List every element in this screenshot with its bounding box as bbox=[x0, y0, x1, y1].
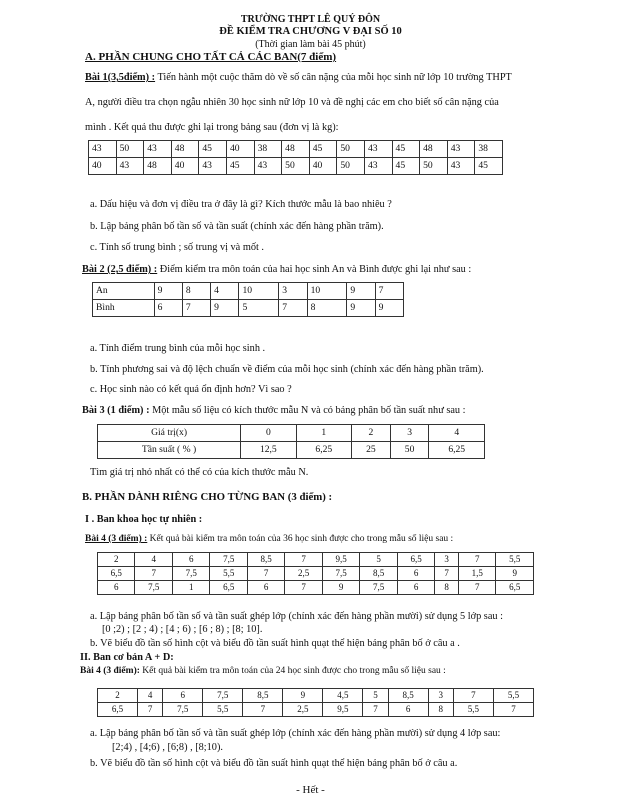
table-cell: 40 bbox=[171, 158, 199, 175]
table-cell: 50 bbox=[390, 442, 429, 459]
table-row bbox=[98, 581, 534, 595]
table-cell: 7 bbox=[243, 703, 283, 717]
table-cell: 6 bbox=[163, 689, 203, 703]
table-cell: 7 bbox=[363, 703, 388, 717]
table-cell: 9 bbox=[283, 689, 323, 703]
table-cell: 6,5 bbox=[496, 581, 534, 595]
table-cell: 40 bbox=[309, 158, 337, 175]
q2-part-c: c. Học sinh nào có kết quả ổn định hơn? Vì sao ? bbox=[90, 384, 292, 395]
table-cell: 50 bbox=[420, 158, 448, 175]
table-row bbox=[98, 442, 485, 459]
table-cell: 6,5 bbox=[397, 553, 434, 567]
table-cell: 5,5 bbox=[493, 689, 533, 703]
table-cell: 3 bbox=[428, 689, 453, 703]
table-cell: 3 bbox=[435, 553, 459, 567]
q4b-classes: [2;4) , [4;6) , [6;8) , [8;10). bbox=[112, 742, 223, 753]
q4a-part-b: b. Vẽ biểu đồ tần số hình cột và biểu đồ tần suất hình quạt thể hiện bảng phân bố ở câu a . bbox=[90, 638, 460, 649]
table-cell: 50 bbox=[337, 158, 365, 175]
table-cell: 48 bbox=[282, 141, 310, 158]
table-cell: 4 bbox=[211, 283, 239, 300]
table-cell: 6,25 bbox=[296, 442, 351, 459]
q1-line1: Bài 1(3,5điểm) : Tiến hành một cuộc thăm dò về số cân nặng của mỗi học sinh nữ lớp 10 trường THPT bbox=[85, 72, 512, 83]
table-cell: 6 bbox=[397, 567, 434, 581]
table-cell: 9 bbox=[496, 567, 534, 581]
table-cell: 5 bbox=[360, 553, 397, 567]
table-cell: 7 bbox=[458, 581, 495, 595]
table-cell: 43 bbox=[254, 158, 282, 175]
table-cell: 43 bbox=[144, 141, 172, 158]
table-cell: 9 bbox=[347, 300, 375, 317]
q1-data-table bbox=[88, 140, 503, 175]
table-cell: 45 bbox=[392, 141, 420, 158]
table-cell: 6,5 bbox=[98, 567, 135, 581]
table-row bbox=[89, 158, 503, 175]
table-cell: 5,5 bbox=[203, 703, 243, 717]
table-cell: 45 bbox=[226, 158, 254, 175]
table-cell: 8,5 bbox=[360, 567, 397, 581]
table-cell: Tần suất ( % ) bbox=[98, 442, 241, 459]
end-marker: - Hết - bbox=[296, 784, 325, 796]
table-cell: 7 bbox=[435, 567, 459, 581]
q4b-part-a: a. Lập bảng phân bố tần số và tần suất ghép lớp (chính xác đến hàng phần mười) sử dụng 4 lớp sau: bbox=[90, 728, 501, 739]
table-row bbox=[89, 141, 503, 158]
table-cell: 5,5 bbox=[496, 553, 534, 567]
section-a-heading: A. PHẦN CHUNG CHO TẤT CẢ CÁC BAN(7 điểm) bbox=[85, 51, 337, 63]
q3-intro: Bài 3 (1 điểm) : Một mẫu số liệu có kích thước mẫu N và có bảng phân bố tần suất như sau : bbox=[82, 405, 466, 416]
table-cell: 0 bbox=[241, 425, 296, 442]
table-cell: 10 bbox=[307, 283, 347, 300]
table-cell: 2 bbox=[98, 689, 138, 703]
table-cell: 8,5 bbox=[243, 689, 283, 703]
table-cell: 38 bbox=[254, 141, 282, 158]
table-cell: 1,5 bbox=[458, 567, 495, 581]
table-cell: 6 bbox=[397, 581, 434, 595]
table-row bbox=[98, 425, 485, 442]
table-cell: An bbox=[93, 283, 155, 300]
q2-label: Bài 2 (2,5 điểm) : bbox=[82, 264, 158, 275]
q1-part-a: a. Dấu hiệu và đơn vị điều tra ở đây là gì? Kích thước mẫu là bao nhiêu ? bbox=[90, 199, 392, 210]
table-cell: 7 bbox=[375, 283, 403, 300]
table-cell: 4 bbox=[135, 553, 172, 567]
table-cell: 4,5 bbox=[323, 689, 363, 703]
table-cell: 7,5 bbox=[203, 689, 243, 703]
table-cell: 7 bbox=[453, 689, 493, 703]
table-cell: 6 bbox=[172, 553, 209, 567]
table-row bbox=[93, 283, 404, 300]
table-cell: 45 bbox=[392, 158, 420, 175]
table-cell: 43 bbox=[364, 158, 392, 175]
table-cell: 9 bbox=[375, 300, 403, 317]
table-cell: 43 bbox=[199, 158, 227, 175]
q3-frequency-table bbox=[97, 424, 485, 459]
table-cell: 50 bbox=[282, 158, 310, 175]
table-row bbox=[98, 553, 534, 567]
table-cell: 7 bbox=[247, 567, 284, 581]
table-cell: 45 bbox=[475, 158, 503, 175]
table-cell: 25 bbox=[352, 442, 391, 459]
table-cell: 5,5 bbox=[210, 567, 247, 581]
table-row bbox=[98, 703, 534, 717]
table-cell: 4 bbox=[138, 689, 163, 703]
q4a-part-a: a. Lập bảng phân bố tần số và tần suất ghép lớp (chính xác đến hàng phần mười) sử dụng 5 lớp sau : bbox=[90, 611, 503, 622]
table-cell: 43 bbox=[116, 158, 144, 175]
table-cell: 7,5 bbox=[210, 553, 247, 567]
table-cell: 7 bbox=[493, 703, 533, 717]
table-cell: 8 bbox=[435, 581, 459, 595]
table-cell: 40 bbox=[89, 158, 117, 175]
table-cell: 50 bbox=[337, 141, 365, 158]
table-cell: 43 bbox=[89, 141, 117, 158]
table-cell: Giá trị(x) bbox=[98, 425, 241, 442]
table-cell: 9 bbox=[211, 300, 239, 317]
table-cell: 6,5 bbox=[98, 703, 138, 717]
table-cell: 48 bbox=[420, 141, 448, 158]
q2-intro: Bài 2 (2,5 điểm) : Điểm kiểm tra môn toán của hai học sinh An và Bình được ghi lại như sau : bbox=[82, 264, 472, 275]
table-cell: 50 bbox=[116, 141, 144, 158]
table-cell: 45 bbox=[309, 141, 337, 158]
exam-title: ĐỀ KIỂM TRA CHƯƠNG V ĐẠI SỐ 10 bbox=[219, 26, 402, 37]
table-cell: 7,5 bbox=[172, 567, 209, 581]
table-cell: 8 bbox=[428, 703, 453, 717]
table-cell: 10 bbox=[239, 283, 279, 300]
q2-part-b: b. Tính phương sai và độ lệch chuẩn về điểm của mỗi học sinh (chính xác đến hàng phần trăm). bbox=[90, 364, 484, 375]
table-cell: 40 bbox=[226, 141, 254, 158]
table-cell: 5 bbox=[239, 300, 279, 317]
table-cell: 45 bbox=[199, 141, 227, 158]
table-cell: 2,5 bbox=[285, 567, 322, 581]
table-cell: 8,5 bbox=[388, 689, 428, 703]
table-cell: 5,5 bbox=[453, 703, 493, 717]
table-cell: 2 bbox=[98, 553, 135, 567]
section-b-sub2: II. Ban cơ bản A + D: bbox=[80, 652, 174, 663]
table-cell: 7 bbox=[458, 553, 495, 567]
table-cell: 2 bbox=[352, 425, 391, 442]
section-b-heading: B. PHẦN DÀNH RIÊNG CHO TỪNG BAN (3 điểm) : bbox=[82, 491, 333, 503]
table-cell: 2,5 bbox=[283, 703, 323, 717]
table-cell: 43 bbox=[364, 141, 392, 158]
table-cell: 9 bbox=[154, 283, 182, 300]
q2-part-a: a. Tính điểm trung bình của mỗi học sinh . bbox=[90, 343, 266, 354]
table-cell: 9,5 bbox=[323, 703, 363, 717]
table-cell: 6 bbox=[98, 581, 135, 595]
q1-label: Bài 1(3,5điểm) : bbox=[85, 72, 156, 83]
table-cell: 9 bbox=[322, 581, 359, 595]
q4a-data-table bbox=[97, 552, 534, 595]
q1-line3: mình . Kết quả thu được ghi lại trong bảng sau (đơn vị là kg): bbox=[85, 122, 339, 133]
table-row bbox=[98, 689, 534, 703]
q4a-intro: Bài 4 (3 điểm) : Kết quả bài kiểm tra môn toán của 36 học sinh được cho trong mẫu số liệu sau : bbox=[85, 534, 454, 544]
table-cell: 38 bbox=[475, 141, 503, 158]
q4a-classes: [0 ;2) ; [2 ; 4) ; [4 ; 6) ; [6 ; 8) ; [8; 10]. bbox=[102, 624, 263, 635]
table-cell: 6 bbox=[388, 703, 428, 717]
table-cell: 9 bbox=[347, 283, 375, 300]
table-cell: 3 bbox=[279, 283, 307, 300]
table-cell: 43 bbox=[447, 141, 475, 158]
q4b-data-table bbox=[97, 688, 534, 717]
table-cell: 6,25 bbox=[429, 442, 485, 459]
table-cell: 7,5 bbox=[163, 703, 203, 717]
table-cell: 5 bbox=[363, 689, 388, 703]
table-cell: 4 bbox=[429, 425, 485, 442]
school-name: TRƯỜNG THPT LÊ QUÝ ĐÔN bbox=[240, 14, 381, 25]
table-cell: 7 bbox=[285, 553, 322, 567]
table-cell: 3 bbox=[390, 425, 429, 442]
table-row bbox=[98, 567, 534, 581]
section-b-sub1: I . Ban khoa học tự nhiên : bbox=[85, 514, 203, 525]
table-cell: 7 bbox=[279, 300, 307, 317]
q4b-intro: Bài 4 (3 điểm): Kết quả bài kiểm tra môn toán của 24 học sinh được cho trong mẫu số liệu sau : bbox=[80, 666, 446, 676]
q3-label: Bài 3 (1 điểm) : bbox=[82, 405, 150, 416]
table-cell: 7 bbox=[138, 703, 163, 717]
q4a-label: Bài 4 (3 điểm) : bbox=[85, 534, 148, 544]
q2-score-table bbox=[92, 282, 404, 317]
q1-part-b: b. Lập bảng phân bố tần số và tần suất (chính xác đến hàng phần trăm). bbox=[90, 221, 384, 232]
table-cell: 1 bbox=[172, 581, 209, 595]
table-cell: 8 bbox=[182, 283, 210, 300]
table-cell: 7 bbox=[182, 300, 210, 317]
table-cell: 8 bbox=[307, 300, 347, 317]
table-cell: 6 bbox=[247, 581, 284, 595]
table-cell: 12,5 bbox=[241, 442, 296, 459]
table-cell: 7 bbox=[135, 567, 172, 581]
table-cell: 6 bbox=[154, 300, 182, 317]
table-cell: 9,5 bbox=[322, 553, 359, 567]
q4b-part-b: b. Vẽ biểu đồ tần số hình cột và biểu đồ tần suất hình quạt thể hiện bảng phân bố ở câu a. bbox=[90, 758, 458, 769]
table-cell: 48 bbox=[144, 158, 172, 175]
table-cell: 6,5 bbox=[210, 581, 247, 595]
exam-time: (Thời gian làm bài 45 phút) bbox=[255, 39, 366, 50]
table-cell: 48 bbox=[171, 141, 199, 158]
table-cell: Bình bbox=[93, 300, 155, 317]
q4b-label: Bài 4 (3 điểm): bbox=[80, 666, 140, 676]
table-cell: 7,5 bbox=[360, 581, 397, 595]
q1-line2: A, người điều tra chọn ngẫu nhiên 30 học sinh nữ lớp 10 và đề nghị các em cho biết số cân nặng của bbox=[85, 97, 499, 108]
table-cell: 1 bbox=[296, 425, 351, 442]
table-cell: 43 bbox=[447, 158, 475, 175]
table-row bbox=[93, 300, 404, 317]
q1-part-c: c. Tính số trung bình ; số trung vị và mốt . bbox=[90, 242, 264, 253]
q3-task: Tìm giá trị nhỏ nhất có thể có của kích thước mẫu N. bbox=[90, 467, 309, 478]
table-cell: 7,5 bbox=[135, 581, 172, 595]
table-cell: 7,5 bbox=[322, 567, 359, 581]
table-cell: 7 bbox=[285, 581, 322, 595]
table-cell: 8,5 bbox=[247, 553, 284, 567]
